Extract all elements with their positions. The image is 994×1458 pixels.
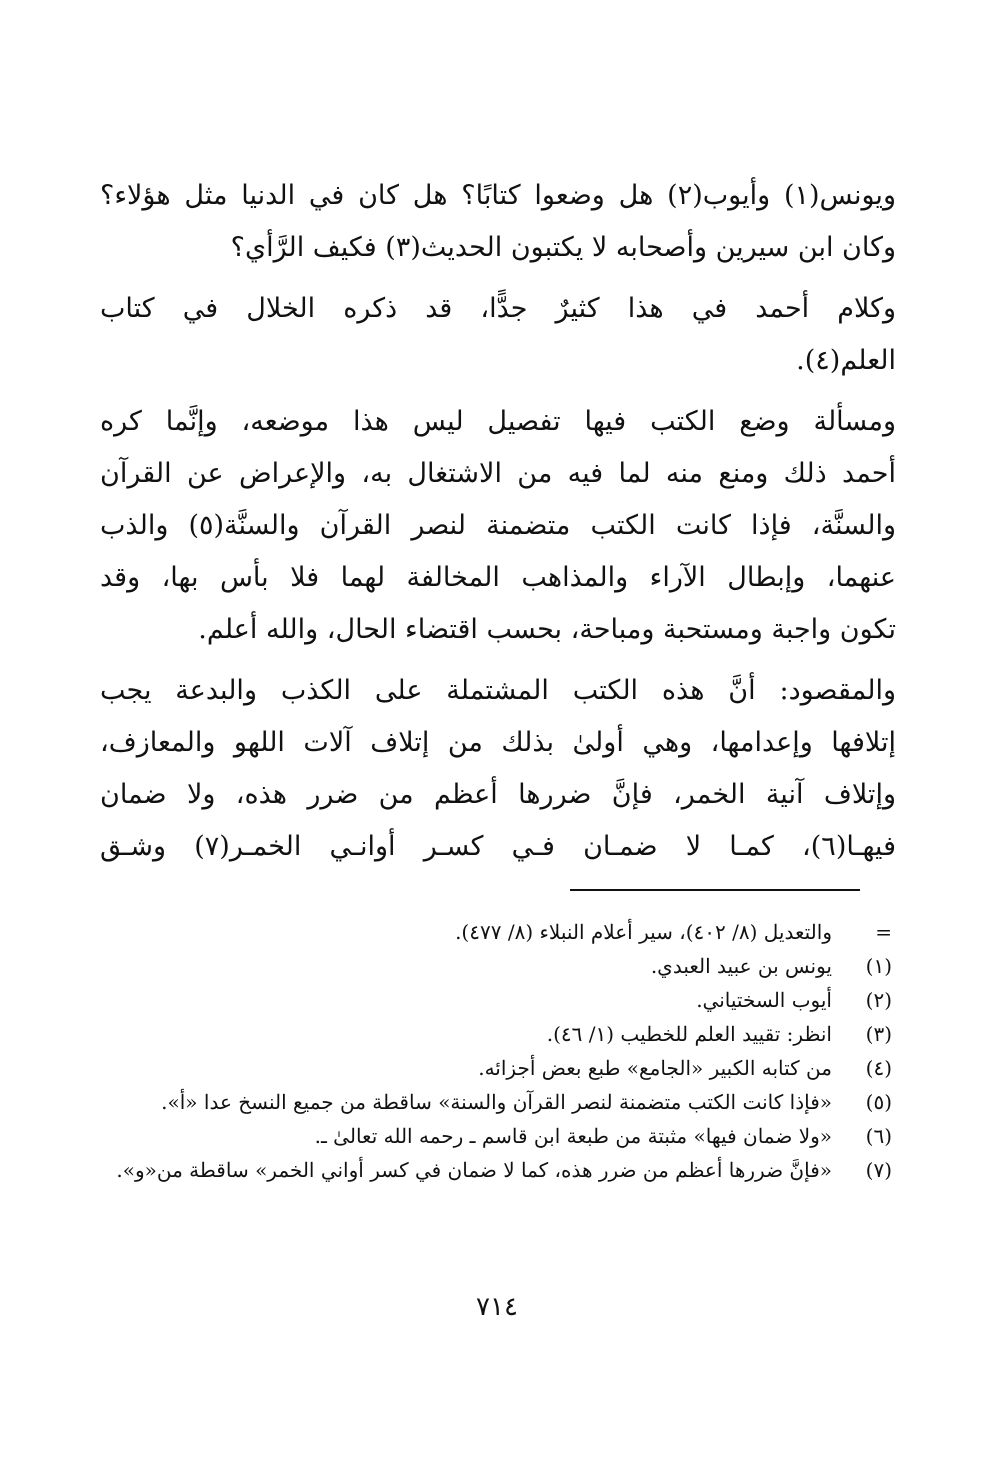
text-line: والسنَّة، فإذا كانت الكتب متضمنة لنصر القرآن والسنَّة(٥) والذب [100,510,896,541]
text-line: ويونس(١) وأيوب(٢) هل وضعوا كتابًا؟ هل كان في الدنيا مثل هؤلاء؟ [100,180,896,211]
footnote-marker: (٢) [865,988,892,1012]
footnote-marker: = [875,920,892,944]
text-line: العلم(٤). [796,345,896,376]
page-number: ٧١٤ [476,1292,518,1322]
footnote-text: أيوب السختياني. [696,988,832,1012]
footnote-text: انظر: تقييد العلم للخطيب (١/ ٤٦). [546,1022,832,1046]
footnote [100,1119,896,1153]
footnote-marker: (٣) [865,1022,892,1046]
text-line: ومسألة وضع الكتب فيها تفصيل ليس هذا موضعه، وإنَّما كره [100,406,896,437]
paragraph [100,396,896,656]
text-line: أحمد ذلك ومنع منه لما فيه من الاشتغال به، والإعراض عن القرآن [100,458,896,489]
footnote-marker: (٥) [865,1090,892,1114]
footnote-text: والتعديل (٨/ ٤٠٢)، سير أعلام النبلاء (٨/ ٤٧٧). [455,920,832,944]
footnote-text: «ولا ضمان فيها» مثبتة من طبعة ابن قاسم ـ رحمه الله تعالىٰ ـ. [314,1124,832,1148]
text-line: إتلافها وإعدامها، وهي أولىٰ بذلك من إتلاف آلات اللهو والمعازف، [100,727,896,758]
paragraph [100,665,896,873]
text-line: عنهما، وإبطال الآراء والمذاهب المخالفة لهما فلا بأس بها، وقد [100,562,896,593]
footnote [100,915,896,949]
footnote [100,1051,896,1085]
footnote-text: يونس بن عبيد العبدي. [650,954,832,978]
footnote-separator [570,889,860,891]
footnote [100,1085,896,1119]
text-line: تكون واجبة ومستحبة ومباحة، بحسب اقتضاء الحال، والله أعلم. [198,614,896,645]
footnote-text: «فإذا كانت الكتب متضمنة لنصر القرآن والسنة» ساقطة من جميع النسخ عدا «أ». [161,1090,832,1114]
footnote-marker: (٤) [865,1056,892,1080]
text-line: فيهـا(٦)، كمـا لا ضمـان فـي كسـر أوانـي الخمـر(٧) وشـق [100,831,896,862]
footnote [100,1017,896,1051]
footnote-marker: (٧) [865,1158,892,1182]
footnote [100,949,896,983]
footnote [100,983,896,1017]
footnote-marker: (٦) [865,1124,892,1148]
text-line: وكان ابن سيرين وأصحابه لا يكتبون الحديث(٣) فكيف الرَّأي؟ [230,232,896,263]
footnote [100,1153,896,1187]
text-line: وكلام أحمد في هذا كثيرٌ جدًّا، قد ذكره الخلال في كتاب [100,293,896,324]
main-text [100,170,896,882]
footnote-text: «فإنَّ ضررها أعظم من ضرر هذه، كما لا ضمان في كسر أواني الخمر» ساقطة من«و». [116,1158,832,1182]
paragraph [100,283,896,387]
text-line: والمقصود: أنَّ هذه الكتب المشتملة على الكذب والبدعة يجب [100,675,896,706]
footnote-text: من كتابه الكبير «الجامع» طبع بعض أجزائه. [478,1056,832,1080]
text-line: وإتلاف آنية الخمر، فإنَّ ضررها أعظم من ضرر هذه، ولا ضمان [100,779,896,810]
footnotes [100,915,896,1187]
paragraph [100,170,896,274]
footnote-marker: (١) [865,954,892,978]
